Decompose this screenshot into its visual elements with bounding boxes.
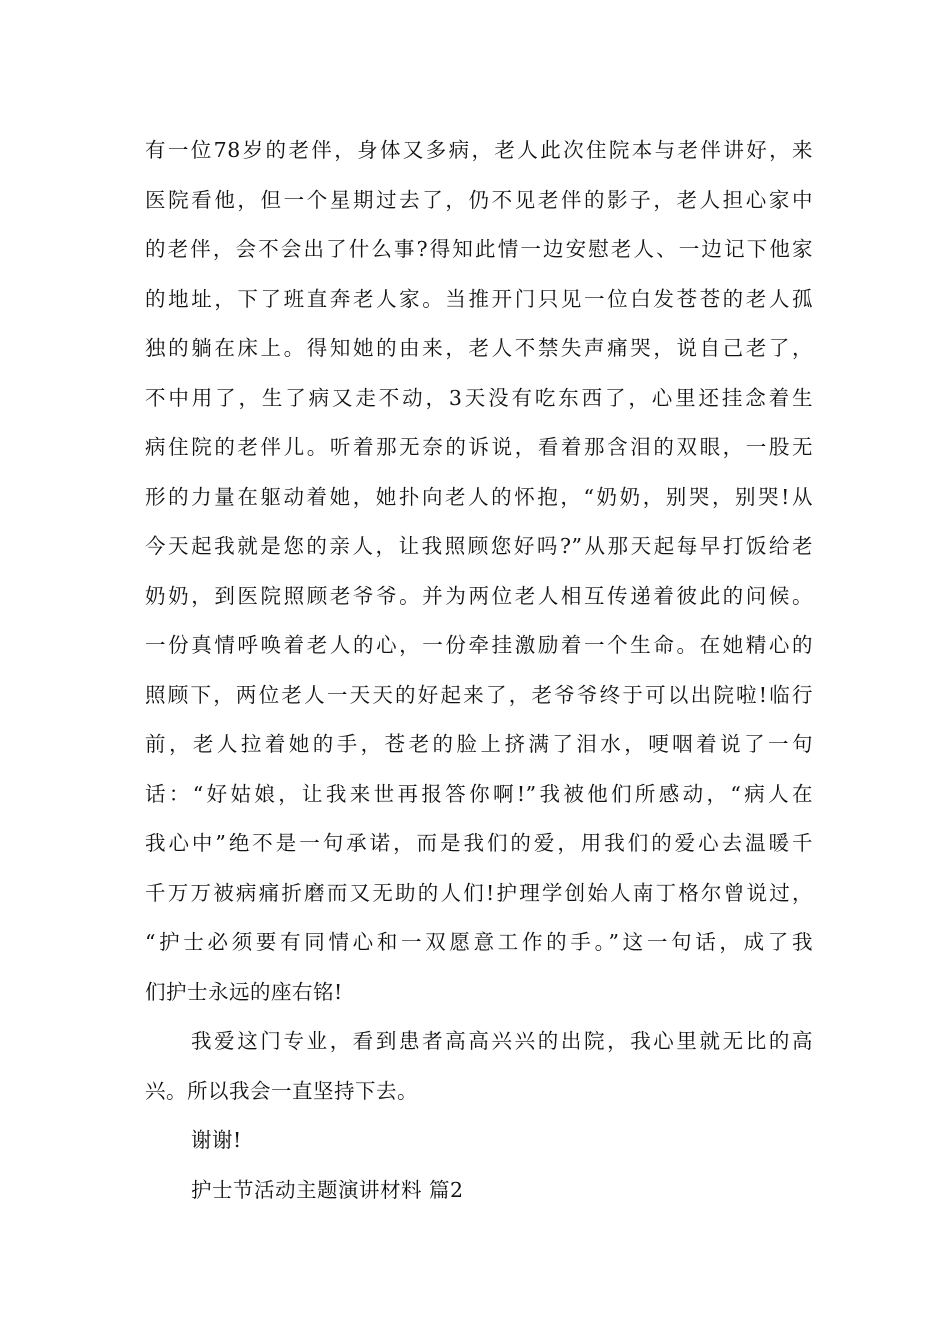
text-line: 病住院的老伴儿。听着那无奈的诉说，看着那含泪的双眼，一股无 — [145, 435, 813, 459]
document-body — [145, 126, 813, 1215]
paragraph-story — [145, 126, 813, 1017]
text-line: 有一位78岁的老伴，身体又多病，老人此次住院本与老伴讲好，来 — [145, 138, 813, 162]
text-line: 我爱这门专业，看到患者高高兴兴的出院，我心里就无比的高 — [191, 1029, 813, 1053]
text-line: 前，老人拉着她的手，苍老的脸上挤满了泪水，哽咽着说了一句 — [145, 732, 813, 756]
text-line: 护士节活动主题演讲材料 篇2 — [191, 1177, 464, 1202]
text-line: 照顾下，两位老人一天天的好起来了，老爷爷终于可以出院啦!临行 — [145, 682, 813, 707]
text-line: 一份真情呼唤着老人的心，一份牵挂激励着一个生命。在她精心的 — [145, 633, 813, 657]
text-line: 的老伴，会不会出了什么事?得知此情一边安慰老人、一边记下他家 — [145, 237, 813, 261]
text-line: 我心中”绝不是一句承诺，而是我们的爱，用我们的爱心去温暖千 — [145, 831, 813, 855]
text-line: 形的力量在躯动着她，她扑向老人的怀抱，“奶奶，别哭，别哭!从 — [145, 484, 813, 509]
text-line: “护士必须要有同情心和一双愿意工作的手。”这一句话，成了我 — [145, 930, 813, 954]
text-line: 不中用了，生了病又走不动，3天没有吃东西了，心里还挂念着生 — [145, 385, 813, 410]
paragraph-love-profession — [145, 1017, 813, 1116]
text-line: 谢谢! — [191, 1128, 242, 1152]
text-line: 千万万被病痛折磨而又无助的人们!护理学创始人南丁格尔曾说过， — [145, 880, 813, 905]
text-line: 们护士永远的座右铭! — [145, 979, 343, 1004]
paragraph-thanks — [145, 1116, 813, 1166]
text-line: 奶奶，到医院照顾老爷爷。并为两位老人相互传递着彼此的问候。 — [145, 583, 813, 608]
text-line: 独的躺在床上。得知她的由来，老人不禁失声痛哭，说自己老了， — [145, 336, 813, 360]
text-line: 兴。所以我会一直坚持下去。 — [145, 1078, 418, 1103]
text-line: 今天起我就是您的亲人，让我照顾您好吗?”从那天起每早打饭给老 — [145, 534, 813, 558]
text-line: 的地址，下了班直奔老人家。当推开门只见一位白发苍苍的老人孤 — [145, 286, 813, 311]
text-line: 医院看他，但一个星期过去了，仍不见老伴的影子，老人担心家中 — [145, 187, 813, 212]
section-heading — [145, 1166, 813, 1216]
text-line: 话：“好姑娘，让我来世再报答你啊!”我被他们所感动，“病人在 — [145, 781, 813, 806]
